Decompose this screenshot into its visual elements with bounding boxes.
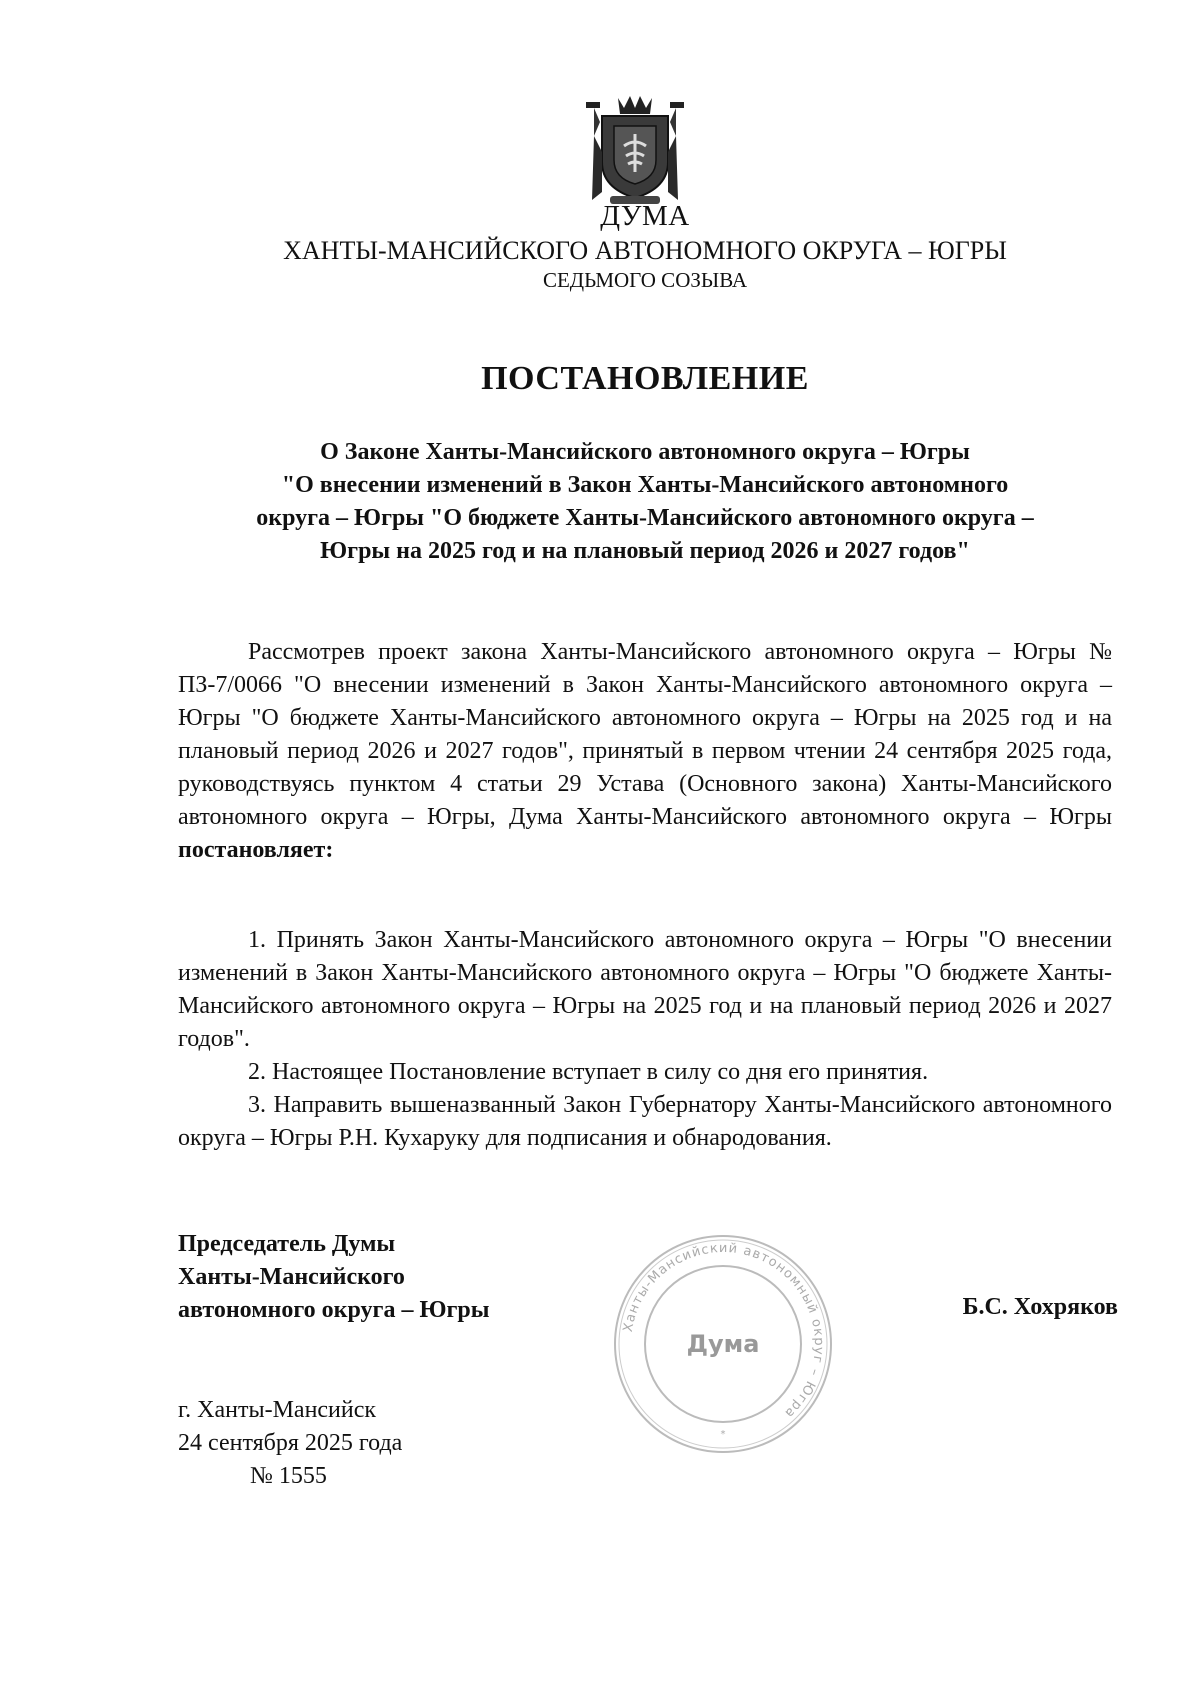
- position-line: Ханты-Мансийского: [178, 1264, 405, 1290]
- subject-line: О Законе Ханты-Мансийского автономного округа – Югры: [320, 439, 970, 465]
- resolves-word: постановляет:: [178, 837, 334, 863]
- subject-line: округа – Югры "О бюджете Ханты-Мансийского автономного округа –: [256, 505, 1034, 531]
- svg-text:*: *: [720, 1429, 726, 1440]
- intro-paragraph: [178, 636, 1112, 867]
- signatory-position: [178, 1228, 489, 1327]
- position-line: автономного округа – Югры: [178, 1297, 490, 1323]
- document-subject: [220, 436, 1070, 568]
- city: г. Ханты-Мансийск: [178, 1397, 377, 1423]
- signatory-name: Б.С. Хохряков: [962, 1294, 1118, 1320]
- place-date-block: [178, 1394, 402, 1493]
- org-region: ХАНТЫ-МАНСИЙСКОГО АВТОНОМНОГО ОКРУГА – ЮГРЫ: [283, 236, 1007, 265]
- subject-line: "О внесении изменений в Закон Ханты-Мансийского автономного: [281, 472, 1009, 498]
- document-number: № 1555: [250, 1463, 327, 1489]
- stamp-center-text: Дума: [686, 1330, 760, 1358]
- position-line: Председатель Думы: [178, 1231, 396, 1257]
- coat-of-arms-icon: [580, 92, 690, 210]
- resolution-item: 1. Принять Закон Ханты-Мансийского автономного округа – Югры "О внесении изменений в Закон Ханты-Мансийского автономного округа – Югры "О бюджете Ханты-Мансийского автономного округа – Югры на 2025 год и на плановый период 2026 и 2027 годов".: [178, 927, 1112, 1052]
- resolution-items: [178, 924, 1112, 1155]
- resolution-item: 2. Настоящее Постановление вступает в силу со дня его принятия.: [248, 1059, 929, 1085]
- org-convocation: СЕДЬМОГО СОЗЫВА: [542, 268, 748, 292]
- resolution-item: 3. Направить вышеназванный Закон Губернатору Ханты-Мансийского автономного округа – Югры Р.Н. Кухаруку для подписания и обнародования.: [178, 1092, 1112, 1151]
- official-stamp: [611, 1232, 835, 1456]
- stamp-ring-text: Ханты-Мансийский автономный округ – Югра: [620, 1240, 827, 1422]
- org-name: ДУМА: [600, 200, 690, 232]
- document-title: ПОСТАНОВЛЕНИЕ: [481, 360, 809, 397]
- date: 24 сентября 2025 года: [178, 1430, 403, 1456]
- subject-line: Югры на 2025 год и на плановый период 2026 и 2027 годов": [320, 538, 970, 564]
- intro-text: Рассмотрев проект закона Ханты-Мансийского автономного округа – Югры № ПЗ-7/0066 "О внесении изменений в Закон Ханты-Мансийского автономного округа – Югры "О бюджете Ханты-Мансийского автономного округа – Югры на 2025 год и на плановый период 2026 и 2027 годов", принятый в первом чтении 24 сентября 2025 года, руководствуясь пунктом 4 статьи 29 Устава (Основного закона) Ханты-Мансийского автономного округа – Югры, Дума Ханты-Мансийского автономного округа – Югры: [178, 639, 1112, 830]
